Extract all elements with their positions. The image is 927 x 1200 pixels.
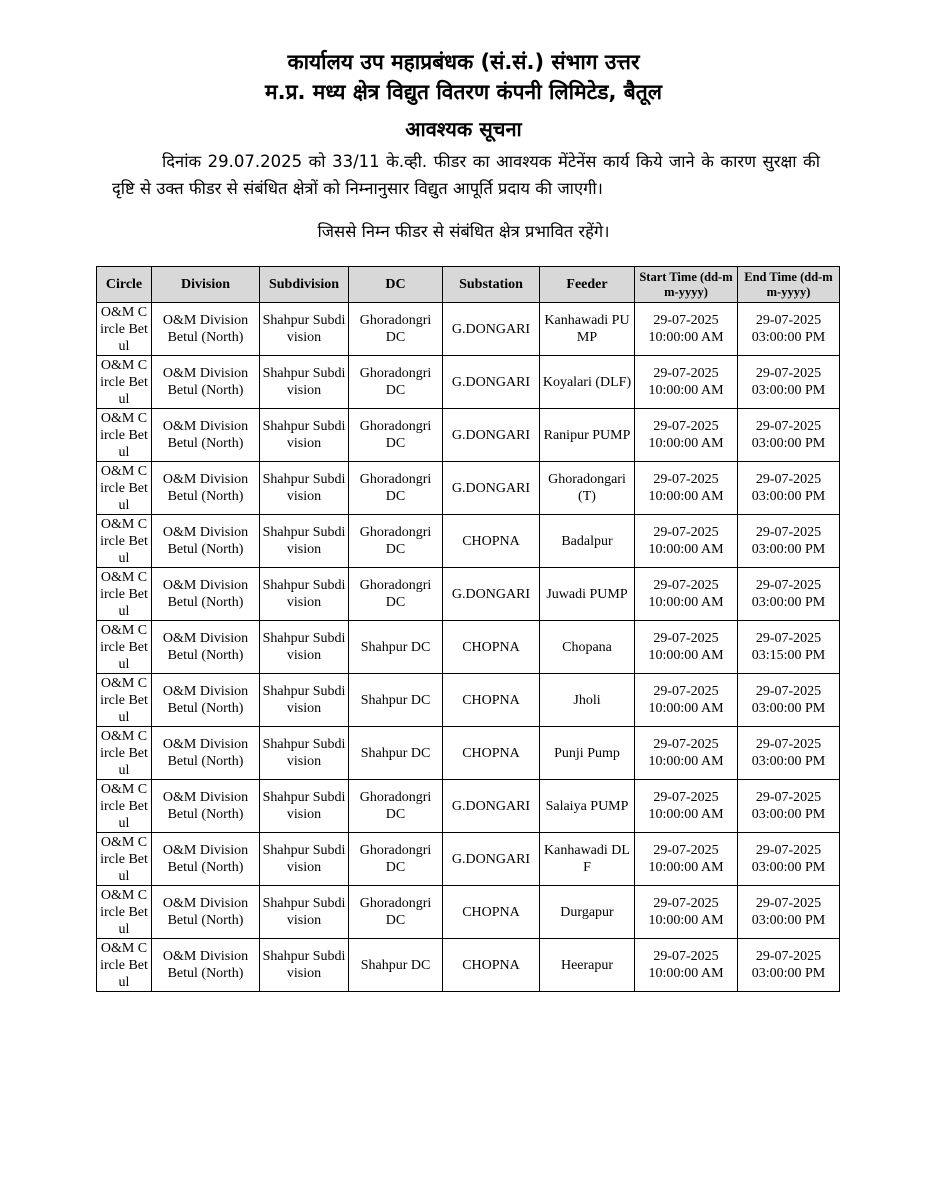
feeder-cell: Ranipur PUMP — [540, 409, 635, 462]
table-row — [97, 780, 840, 833]
division-cell: O&M Division Betul (North) — [152, 674, 260, 727]
division-cell: O&M Division Betul (North) — [152, 621, 260, 674]
feeder-cell: Punji Pump — [540, 727, 635, 780]
table-row — [97, 727, 840, 780]
circle-cell: O&M Circle Betul — [97, 462, 152, 515]
circle-cell: O&M Circle Betul — [97, 727, 152, 780]
subdivision-cell: Shahpur Subdivision — [260, 515, 349, 568]
feeder-cell: Koyalari (DLF) — [540, 356, 635, 409]
feeder-cell: Ghoradongari (T) — [540, 462, 635, 515]
subdivision-cell: Shahpur Subdivision — [260, 886, 349, 939]
table-row — [97, 833, 840, 886]
circle-cell: O&M Circle Betul — [97, 674, 152, 727]
circle-cell: O&M Circle Betul — [97, 303, 152, 356]
dc-cell: Ghoradongri DC — [349, 568, 443, 621]
feeder-cell: Badalpur — [540, 515, 635, 568]
header-division: Division — [152, 267, 260, 303]
start-time-cell: 29-07-2025 10:00:00 AM — [635, 674, 738, 727]
start-time-cell: 29-07-2025 10:00:00 AM — [635, 939, 738, 992]
division-cell: O&M Division Betul (North) — [152, 462, 260, 515]
start-time-cell: 29-07-2025 10:00:00 AM — [635, 886, 738, 939]
start-time-cell: 29-07-2025 10:00:00 AM — [635, 780, 738, 833]
end-time-cell: 29-07-2025 03:00:00 PM — [738, 462, 840, 515]
table-row — [97, 674, 840, 727]
header-subdivision: Subdivision — [260, 267, 349, 303]
header-substation: Substation — [443, 267, 540, 303]
subdivision-cell: Shahpur Subdivision — [260, 833, 349, 886]
division-cell: O&M Division Betul (North) — [152, 727, 260, 780]
subdivision-cell: Shahpur Subdivision — [260, 674, 349, 727]
end-time-cell: 29-07-2025 03:00:00 PM — [738, 780, 840, 833]
division-cell: O&M Division Betul (North) — [152, 568, 260, 621]
dc-cell: Ghoradongri DC — [349, 780, 443, 833]
start-time-cell: 29-07-2025 10:00:00 AM — [635, 409, 738, 462]
substation-cell: G.DONGARI — [443, 568, 540, 621]
subdivision-cell: Shahpur Subdivision — [260, 303, 349, 356]
affected-areas-line: जिससे निम्न फीडर से संबंधित क्षेत्र प्रभावित रहेंगे। — [317, 222, 610, 241]
dc-cell: Ghoradongri DC — [349, 886, 443, 939]
substation-cell: CHOPNA — [443, 886, 540, 939]
table-header-row — [97, 267, 840, 303]
circle-cell: O&M Circle Betul — [97, 568, 152, 621]
feeder-cell: Juwadi PUMP — [540, 568, 635, 621]
table-row — [97, 303, 840, 356]
table-row — [97, 621, 840, 674]
substation-cell: CHOPNA — [443, 621, 540, 674]
end-time-cell: 29-07-2025 03:00:00 PM — [738, 939, 840, 992]
substation-cell: G.DONGARI — [443, 409, 540, 462]
header-circle: Circle — [97, 267, 152, 303]
subdivision-cell: Shahpur Subdivision — [260, 462, 349, 515]
table-row — [97, 939, 840, 992]
substation-cell: CHOPNA — [443, 674, 540, 727]
table-row — [97, 409, 840, 462]
start-time-cell: 29-07-2025 10:00:00 AM — [635, 727, 738, 780]
subdivision-cell: Shahpur Subdivision — [260, 780, 349, 833]
notice-paragraph: दिनांक 29.07.2025 को 33/11 के.व्ही. फीडर का आवश्यक मेंटेनेंस कार्य किये जाने के कारण सुरक्षा की दृष्टि से उक्त फीडर से संबंधित क्षेत्रों को निम्नानुसार विद्युत आपूर्ति प्रदाय की जाएगी। — [112, 152, 820, 198]
circle-cell: O&M Circle Betul — [97, 833, 152, 886]
table-row — [97, 462, 840, 515]
end-time-cell: 29-07-2025 03:00:00 PM — [738, 833, 840, 886]
table-row — [97, 356, 840, 409]
notice-title: आवश्यक सूचना — [405, 117, 522, 141]
feeder-cell: Kanhawadi PUMP — [540, 303, 635, 356]
start-time-cell: 29-07-2025 10:00:00 AM — [635, 462, 738, 515]
subdivision-cell: Shahpur Subdivision — [260, 568, 349, 621]
dc-cell: Ghoradongri DC — [349, 409, 443, 462]
substation-cell: G.DONGARI — [443, 356, 540, 409]
start-time-cell: 29-07-2025 10:00:00 AM — [635, 833, 738, 886]
subdivision-cell: Shahpur Subdivision — [260, 939, 349, 992]
end-time-cell: 29-07-2025 03:00:00 PM — [738, 674, 840, 727]
feeder-cell: Salaiya PUMP — [540, 780, 635, 833]
circle-cell: O&M Circle Betul — [97, 886, 152, 939]
end-time-cell: 29-07-2025 03:00:00 PM — [738, 356, 840, 409]
division-cell: O&M Division Betul (North) — [152, 833, 260, 886]
end-time-cell: 29-07-2025 03:00:00 PM — [738, 727, 840, 780]
start-time-cell: 29-07-2025 10:00:00 AM — [635, 621, 738, 674]
substation-cell: G.DONGARI — [443, 303, 540, 356]
subdivision-cell: Shahpur Subdivision — [260, 356, 349, 409]
feeder-schedule-table — [96, 266, 840, 992]
dc-cell: Shahpur DC — [349, 939, 443, 992]
circle-cell: O&M Circle Betul — [97, 939, 152, 992]
circle-cell: O&M Circle Betul — [97, 409, 152, 462]
subdivision-cell: Shahpur Subdivision — [260, 621, 349, 674]
end-time-cell: 29-07-2025 03:00:00 PM — [738, 568, 840, 621]
circle-cell: O&M Circle Betul — [97, 621, 152, 674]
feeder-cell: Kanhawadi DLF — [540, 833, 635, 886]
division-cell: O&M Division Betul (North) — [152, 409, 260, 462]
office-heading: कार्यालय उप महाप्रबंधक (सं.सं.) संभाग उत्तर — [287, 50, 640, 74]
feeder-cell: Durgapur — [540, 886, 635, 939]
substation-cell: G.DONGARI — [443, 833, 540, 886]
header-end-time: End Time (dd-mm-yyyy) — [738, 267, 840, 303]
dc-cell: Shahpur DC — [349, 727, 443, 780]
header-start-time: Start Time (dd-mm-yyyy) — [635, 267, 738, 303]
start-time-cell: 29-07-2025 10:00:00 AM — [635, 303, 738, 356]
division-cell: O&M Division Betul (North) — [152, 303, 260, 356]
circle-cell: O&M Circle Betul — [97, 515, 152, 568]
dc-cell: Ghoradongri DC — [349, 833, 443, 886]
division-cell: O&M Division Betul (North) — [152, 939, 260, 992]
end-time-cell: 29-07-2025 03:00:00 PM — [738, 303, 840, 356]
dc-cell: Ghoradongri DC — [349, 303, 443, 356]
substation-cell: CHOPNA — [443, 515, 540, 568]
circle-cell: O&M Circle Betul — [97, 780, 152, 833]
division-cell: O&M Division Betul (North) — [152, 356, 260, 409]
end-time-cell: 29-07-2025 03:00:00 PM — [738, 515, 840, 568]
feeder-cell: Heerapur — [540, 939, 635, 992]
start-time-cell: 29-07-2025 10:00:00 AM — [635, 568, 738, 621]
end-time-cell: 29-07-2025 03:15:00 PM — [738, 621, 840, 674]
end-time-cell: 29-07-2025 03:00:00 PM — [738, 886, 840, 939]
circle-cell: O&M Circle Betul — [97, 356, 152, 409]
dc-cell: Ghoradongri DC — [349, 462, 443, 515]
substation-cell: CHOPNA — [443, 939, 540, 992]
substation-cell: G.DONGARI — [443, 780, 540, 833]
subdivision-cell: Shahpur Subdivision — [260, 409, 349, 462]
start-time-cell: 29-07-2025 10:00:00 AM — [635, 356, 738, 409]
start-time-cell: 29-07-2025 10:00:00 AM — [635, 515, 738, 568]
company-heading: म.प्र. मध्य क्षेत्र विद्युत वितरण कंपनी लिमिटेड, बैतूल — [265, 80, 662, 104]
dc-cell: Shahpur DC — [349, 621, 443, 674]
substation-cell: CHOPNA — [443, 727, 540, 780]
header-feeder: Feeder — [540, 267, 635, 303]
table-row — [97, 568, 840, 621]
dc-cell: Shahpur DC — [349, 674, 443, 727]
table-row — [97, 515, 840, 568]
feeder-cell: Jholi — [540, 674, 635, 727]
dc-cell: Ghoradongri DC — [349, 515, 443, 568]
feeder-cell: Chopana — [540, 621, 635, 674]
table-row — [97, 886, 840, 939]
header-dc: DC — [349, 267, 443, 303]
substation-cell: G.DONGARI — [443, 462, 540, 515]
dc-cell: Ghoradongri DC — [349, 356, 443, 409]
division-cell: O&M Division Betul (North) — [152, 886, 260, 939]
division-cell: O&M Division Betul (North) — [152, 780, 260, 833]
end-time-cell: 29-07-2025 03:00:00 PM — [738, 409, 840, 462]
subdivision-cell: Shahpur Subdivision — [260, 727, 349, 780]
division-cell: O&M Division Betul (North) — [152, 515, 260, 568]
